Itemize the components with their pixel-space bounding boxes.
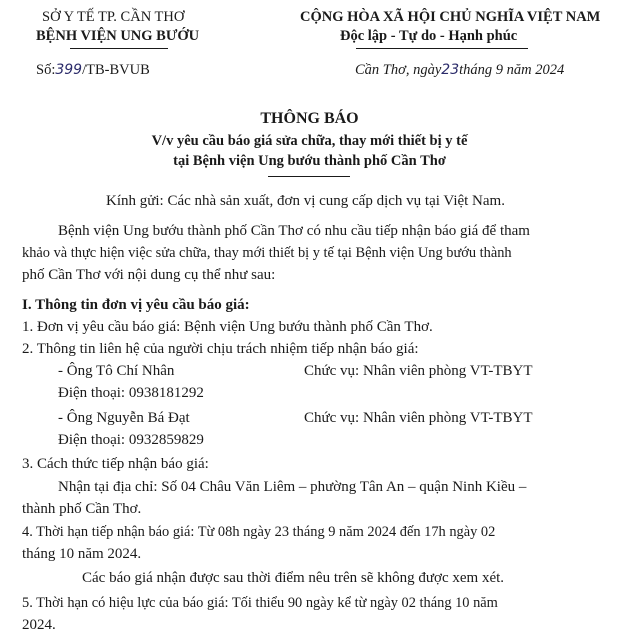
document-number: Số:399/TB-BVUB	[36, 62, 150, 78]
subject-line-2: tại Bệnh viện Ung bướu thành phố Cần Thơ	[173, 153, 446, 169]
hospital-underline	[70, 48, 168, 49]
subject-line-1: V/v yêu cầu báo giá sửa chữa, thay mới thiết bị y tế	[151, 133, 468, 149]
intro-line-1: Bệnh viện Ung bướu thành phố Cần Thơ có nhu cầu tiếp nhận báo giá để tham	[58, 223, 530, 239]
handwritten-number: 399	[55, 62, 83, 78]
contact-2-name: - Ông Nguyễn Bá Đạt	[58, 410, 190, 426]
motto-underline	[356, 48, 528, 49]
contact-1-role: Chức vụ: Nhân viên phòng VT-TBYT	[304, 363, 533, 379]
national-motto: Độc lập - Tự do - Hạnh phúc	[340, 28, 518, 44]
contact-2-phone: Điện thoại: 0932859829	[58, 432, 204, 448]
notice-title: THÔNG BÁO	[260, 110, 359, 127]
hospital-name: BỆNH VIỆN UNG BƯỚU	[36, 28, 200, 44]
agency-name: SỞ Y TẾ TP. CẦN THƠ	[42, 9, 185, 25]
item-4-line-2: tháng 10 năm 2024.	[22, 546, 142, 562]
item-5-line-2: 2024.	[22, 617, 56, 633]
item-5-line-1: 5. Thời hạn có hiệu lực của báo giá: Tối thiểu 90 ngày kể từ ngày 02 tháng 10 năm	[22, 595, 498, 611]
contact-2-role: Chức vụ: Nhân viên phòng VT-TBYT	[304, 410, 533, 426]
item-1: 1. Đơn vị yêu cầu báo giá: Bệnh viện Ung bướu thành phố Cần Thơ.	[22, 319, 433, 335]
recipient-line: Kính gửi: Các nhà sản xuất, đơn vị cung cấp dịch vụ tại Việt Nam.	[106, 193, 505, 209]
national-title: CỘNG HÒA XÃ HỘI CHỦ NGHĨA VIỆT NAM	[300, 9, 601, 25]
intro-line-3: phố Cần Thơ với nội dung cụ thể như sau:	[22, 267, 276, 283]
section-1-heading: I. Thông tin đơn vị yêu cầu báo giá:	[22, 297, 250, 313]
item-3-detail-2: thành phố Cần Thơ.	[22, 501, 142, 517]
handwritten-day: 23	[441, 62, 460, 78]
document-date: Cần Thơ, ngày23tháng 9 năm 2024	[355, 62, 565, 78]
subject-underline	[268, 176, 350, 177]
contact-1-phone: Điện thoại: 0938181292	[58, 385, 204, 401]
contact-1-name: - Ông Tô Chí Nhân	[58, 363, 175, 379]
item-2: 2. Thông tin liên hệ của người chịu trách nhiệm tiếp nhận báo giá:	[22, 341, 419, 357]
item-4-note: Các báo giá nhận được sau thời điểm nêu trên sẽ không được xem xét.	[82, 570, 505, 586]
item-3: 3. Cách thức tiếp nhận báo giá:	[22, 456, 209, 472]
item-3-detail-1: Nhận tại địa chỉ: Số 04 Châu Văn Liêm – phường Tân An – quận Ninh Kiều –	[58, 479, 527, 495]
intro-line-2: khảo và thực hiện việc sửa chữa, thay mới thiết bị y tế tại Bệnh viện Ung bướu thành	[22, 245, 512, 261]
item-4-line-1: 4. Thời hạn tiếp nhận báo giá: Từ 08h ngày 23 tháng 9 năm 2024 đến 17h ngày 02	[22, 524, 496, 540]
